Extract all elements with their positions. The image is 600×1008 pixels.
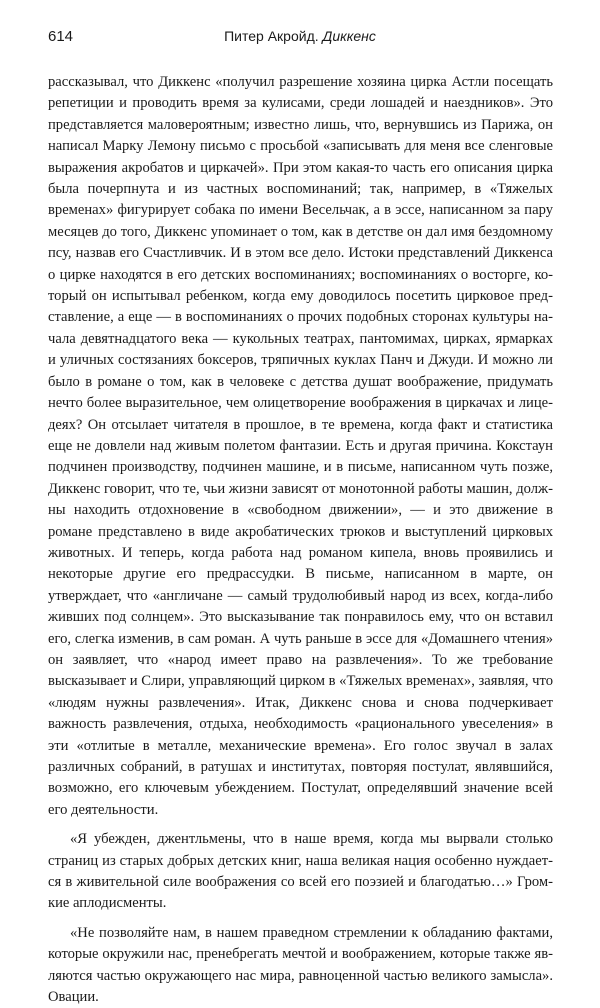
body-text [48,72,553,1008]
page-number: 614 [48,28,74,45]
page-header [48,28,552,52]
paragraph: «Я убежден, джентльмены, что в наше время, когда мы вырвали столько страниц из старых добрых детских книг, наша великая нация особенно нуждается в живительной силе воображения со всей его поэзией и благодатью…» Громкие аплодисменты. [48,831,553,912]
running-head [48,28,552,44]
running-head-book-title: Диккенс [322,28,376,44]
paragraph: «Не позволяйте нам, в нашем праведном стремлении к обладанию фактами, которые окружили нас, пренебрегать мечтой и воображением, которые также являются частью окружающего нас мира, равноценной частью великого замысла». Овации. [48,924,553,1006]
paragraph: рассказывал, что Диккенс «получил разрешение хозяина цирка Астли посещать репетиции и проводить время за кулисами, среди лошадей и наездников». Это представляется маловероятным; известно лишь, что, вернувшись из Парижа, он написал Марку Лемону письмо с просьбой «записывать для меня все сленговые выражения акробатов и циркачей». При этом какая-то часть его описания цирка была почерпнута и из частных воспоминаний; так, например, в «Тяжелых временах» фигурирует собака по имени Весельчак, а в эссе, написанном за пару месяцев до того, Диккенс упоминает о том, как в детстве он дал имя бездомному псу, назвав его Счастливчик. И в этом все дело. Истоки представлений Диккенса о цирке находятся в его детских воспоминаниях; воспоминаниях о восторге, который он испытывал ребенком, когда ему доводилось посетить цирковое представление, а еще — в воспоминаниях о прочих подобных сторонах культуры начала девятнадцатого века — кукольных театрах, пантомимах, цирках, ярмарках и уличных состязаниях боксеров, тряпичных куклах Панч и Джуди. И можно ли было в романе о том, как в человеке с детства душат воображение, придумать нечто более выразительное, чем олицетворение воображения в циркачах и лицедеях? Он отсылает читателя в прошлое, в те времена, когда факт и статистика еще не довлели над живым полетом фантазии. Есть и другая причина. Кокстаун подчинен производству, подчинен машине, и в письме, написанном чуть позже, Диккенс говорит, что те, чьи жизни зависят от монотонной работы машин, должны находить отдохновение в «свободном движении», — и это движение в романе представлено в виде акробатических трюков и выступлений цирковых животных. И теперь, когда работа над романом кипела, вновь проявились и некоторые другие его предрассудки. В письме, написанном в марте, он утверждает, что «англичане — самый трудолюбивый народ из всех, когда-либо живших под солнцем». Это высказывание так понравилось ему, что он вставил его, слегка изменив, в сам роман. А чуть раньше в эссе для «Домашнего чтения» он заявляет, что «народ имеет право на развлечения». То же требование высказывает и Слири, управляющий цирком в «Тяжелых временах», заявляя, что «людям нужны развлечения». Итак, Диккенс снова и снова подчеркивает важность развлечения, отдыха, необходимость «рационального увеселения» в эти «отлитые в металле, механические времена». Его голос звучал в залах различных собраний, в ратушах и институтах, повторяя постулат, являвшийся, возможно, его ключевым убеждением. Постулат, определявший значение всей его деятельности. [48,74,553,818]
running-head-author: Питер Акройд. [224,28,319,44]
